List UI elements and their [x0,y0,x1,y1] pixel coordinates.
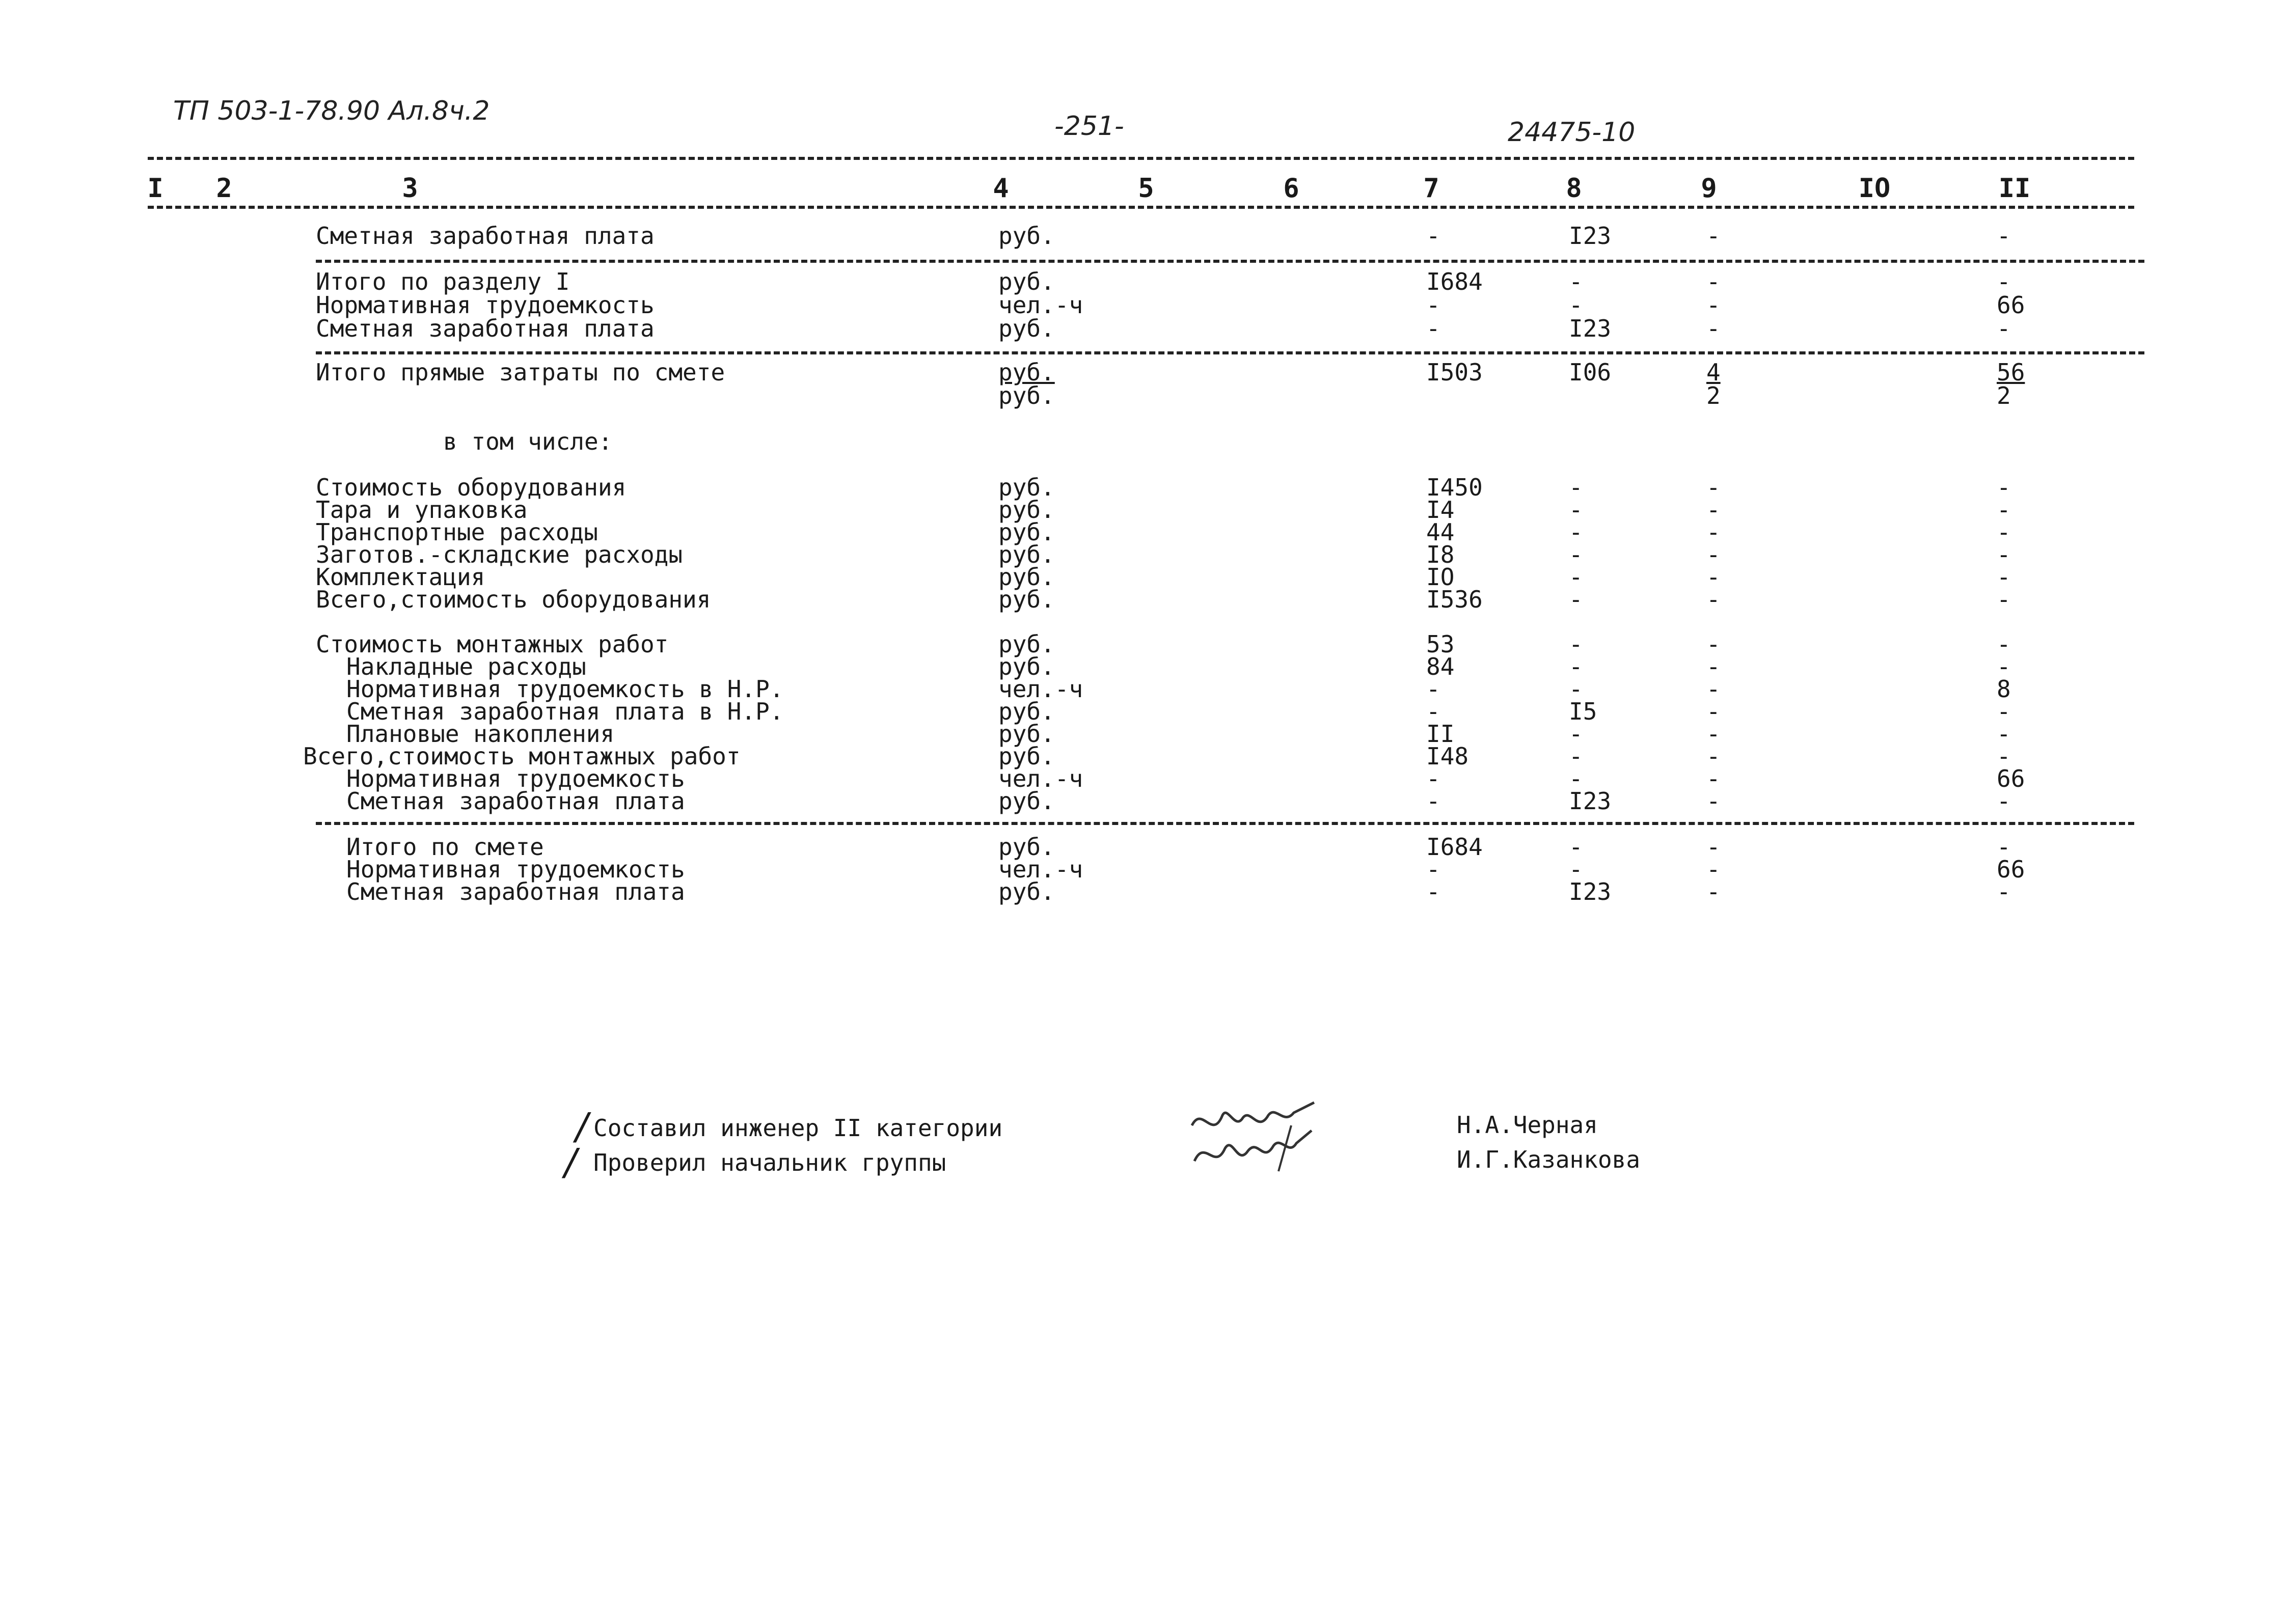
row-name: Итого прямые затраты по смете [316,359,725,386]
column-number: 5 [1138,173,1154,204]
row-unit: руб. [998,541,1055,568]
row-col7: - [1426,291,1440,319]
row-col8: - [1569,833,1583,861]
row-col7: - [1426,787,1440,815]
row-name: Сметная заработная плата [346,787,685,815]
tick-mark: / [576,1105,588,1148]
row-col7: - [1426,315,1440,342]
table-row [0,222,2286,250]
column-number: IO [1858,173,1891,204]
row-col9: - [1706,222,1721,250]
row-name: Итого по смете [346,833,544,861]
compiled-by-label: Составил инженер II категории [593,1114,1003,1142]
table-row [0,317,2286,340]
row-unit: руб. [998,630,1055,658]
row-col7: - [1426,222,1440,250]
row-col8: I5 [1569,698,1597,725]
row-col8: - [1569,563,1583,591]
row-name: Сметная заработная плата [346,878,685,905]
row-unit: руб. [998,878,1055,905]
row-col9: - [1706,586,1721,613]
row-unit: руб. [998,496,1055,524]
row-name: Всего,стоимость монтажных работ [303,742,741,770]
row-col11: - [1997,653,2011,680]
row-name: Нормативная трудоемкость [346,765,685,792]
row-name: Заготов.-складские расходы [316,541,683,568]
row-unit: чел.-ч [998,291,1083,319]
row-name: Сметная заработная плата [316,222,655,250]
header-top-rule [148,157,2134,160]
subsection-heading: в том числе: [443,428,613,455]
row-name: Сметная заработная плата [316,315,655,342]
row-col7: I450 [1426,474,1483,501]
row-name: Нормативная трудоемкость [346,856,685,883]
row-col8: I06 [1569,359,1612,386]
row-col7: I8 [1426,541,1455,568]
row-name: Стоимость оборудования [316,474,627,501]
row-col7: I684 [1426,268,1483,295]
row-col9: - [1706,856,1721,883]
row-col7: 53 [1426,630,1455,658]
row-col7: - [1426,765,1440,792]
row-col7: - [1426,698,1440,725]
table-row [0,588,2286,611]
column-number: I [147,173,164,204]
row-unit: руб. [998,653,1055,680]
row-col7: I4 [1426,496,1455,524]
row-name: Тара и упаковка [316,496,528,524]
row-col11: 2 [1997,382,2011,409]
row-col7: I503 [1426,359,1483,386]
row-unit: руб. [998,315,1055,342]
row-name: Итого по разделу I [316,268,570,295]
row-col7: - [1426,675,1440,703]
row-unit: чел.-ч [998,675,1083,703]
row-unit: чел.-ч [998,765,1083,792]
row-col8: - [1569,474,1583,501]
header-bottom-rule [148,206,2134,209]
row-name: Комплектация [316,563,485,591]
row-col11: - [1997,878,2011,905]
row-name: Нормативная трудоемкость в Н.Р. [346,675,784,703]
row-unit: руб. [998,222,1055,250]
row-unit: руб. [998,268,1055,295]
row-unit: чел.-ч [998,856,1083,883]
row-col11: - [1997,315,2011,342]
row-col11: 66 [1997,856,2025,883]
column-number: 4 [993,173,1009,204]
row-col11: - [1997,698,2011,725]
row-col7: - [1426,856,1440,883]
column-number: 8 [1566,173,1582,204]
section-divider [316,822,2134,825]
row-col7: I536 [1426,586,1483,613]
row-col11: - [1997,563,2011,591]
row-col9: - [1706,878,1721,905]
row-col9: - [1706,315,1721,342]
row-col11: - [1997,630,2011,658]
row-name: Сметная заработная плата в Н.Р. [346,698,784,725]
row-col9: - [1706,787,1721,815]
row-col9: - [1706,675,1721,703]
row-col7: 84 [1426,653,1455,680]
table-row [0,835,2286,859]
row-col11: - [1997,474,2011,501]
row-col11: - [1997,222,2011,250]
table-row [0,789,2286,813]
row-col9: - [1706,291,1721,319]
table-row [0,293,2286,317]
row-col11: 66 [1997,291,2025,319]
row-col7: II [1426,720,1455,748]
row-col8: - [1569,291,1583,319]
row-col9: - [1706,541,1721,568]
row-col8: I23 [1569,787,1612,815]
table-row [0,742,2286,770]
table-row [0,384,2286,407]
table-row [0,880,2286,903]
row-col9: 4 [1706,359,1721,386]
row-unit: руб. [998,563,1055,591]
row-col9: - [1706,518,1721,546]
row-col9: - [1706,496,1721,524]
row-col8: I23 [1569,878,1612,905]
row-unit: руб. [998,742,1055,770]
row-col9: - [1706,563,1721,591]
row-col8: - [1569,630,1583,658]
row-unit: руб. [998,382,1055,409]
document-code: ТП 503-1-78.90 Ал.8ч.2 [173,96,490,126]
row-col11: - [1997,496,2011,524]
row-col9: - [1706,653,1721,680]
row-col9: - [1706,833,1721,861]
row-col9: - [1706,720,1721,748]
row-col7: I684 [1426,833,1483,861]
row-col8: - [1569,742,1583,770]
row-col8: - [1569,765,1583,792]
row-col8: I23 [1569,315,1612,342]
row-col8: - [1569,675,1583,703]
page-number: -251- [1054,111,1124,142]
column-number: 3 [402,173,418,204]
row-unit: руб. [998,698,1055,725]
table-row [0,677,2286,701]
handwritten-signature [1187,1095,1319,1181]
row-name: Нормативная трудоемкость [316,291,655,319]
row-unit: руб. [998,833,1055,861]
row-col8: - [1569,496,1583,524]
column-number: 2 [216,173,232,204]
table-row [0,655,2286,678]
table-row [0,632,2286,656]
row-col11: - [1997,742,2011,770]
row-col9: - [1706,268,1721,295]
row-col7: IO [1426,563,1455,591]
row-col11: - [1997,586,2011,613]
row-col11: 8 [1997,675,2011,703]
row-col11: - [1997,541,2011,568]
row-col11: - [1997,787,2011,815]
row-unit: руб. [998,359,1055,386]
table-row [0,858,2286,881]
row-col9: - [1706,698,1721,725]
row-col9: 2 [1706,382,1721,409]
row-col7: I48 [1426,742,1469,770]
section-divider [316,351,2144,354]
row-unit: руб. [998,720,1055,748]
row-col11: 66 [1997,765,2025,792]
row-col9: - [1706,474,1721,501]
row-unit: руб. [998,518,1055,546]
row-unit: руб. [998,586,1055,613]
row-col11: - [1997,720,2011,748]
row-col9: - [1706,630,1721,658]
row-col8: - [1569,856,1583,883]
column-number: 9 [1701,173,1717,204]
table-row [0,361,2286,384]
table-row [0,270,2286,293]
row-name: Всего,стоимость оборудования [316,586,711,613]
compiled-by-name: Н.А.Черная [1457,1111,1598,1139]
row-col11: - [1997,518,2011,546]
row-col8: - [1569,541,1583,568]
checked-by-label: Проверил начальник группы [593,1149,946,1176]
row-col7: - [1426,878,1440,905]
column-number: II [1998,173,2031,204]
table-row [0,700,2286,723]
row-col11: 56 [1997,359,2025,386]
row-col9: - [1706,765,1721,792]
row-col7: 44 [1426,518,1455,546]
row-name: Накладные расходы [346,653,586,680]
row-col11: - [1997,268,2011,295]
row-col9: - [1706,742,1721,770]
row-col11: - [1997,833,2011,861]
column-number: 7 [1423,173,1439,204]
document-number: 24475-10 [1508,117,1636,148]
row-unit: руб. [998,787,1055,815]
row-col8: - [1569,586,1583,613]
row-col8: - [1569,653,1583,680]
section-divider [316,260,2144,263]
table-row [0,430,2286,453]
row-name: Стоимость монтажных работ [316,630,669,658]
row-name: Плановые накопления [346,720,615,748]
table-row [0,767,2286,790]
tick-mark: / [564,1141,577,1183]
row-col8: - [1569,720,1583,748]
row-unit: руб. [998,474,1055,501]
row-col8: - [1569,268,1583,295]
checked-by-name: И.Г.Казанкова [1457,1146,1641,1173]
row-col8: - [1569,518,1583,546]
column-number: 6 [1283,173,1299,204]
row-col8: I23 [1569,222,1612,250]
row-name: Транспортные расходы [316,518,598,546]
